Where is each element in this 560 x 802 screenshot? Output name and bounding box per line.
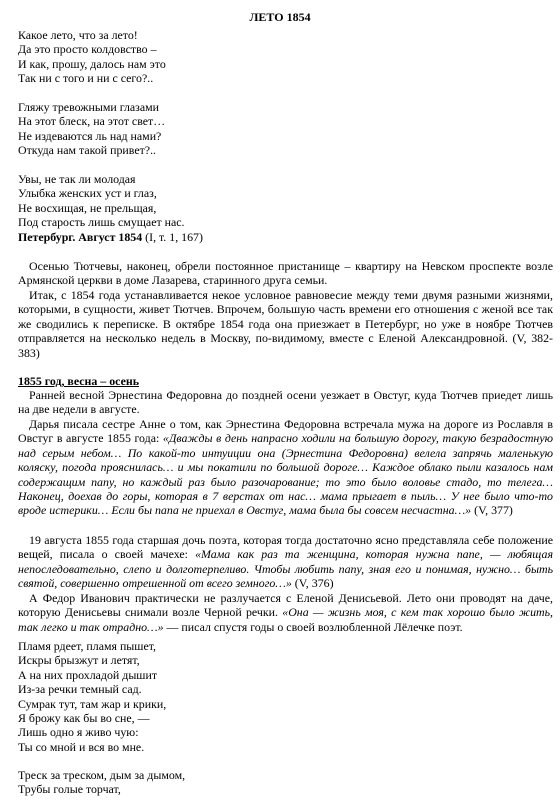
- paragraph-balance: Итак, с 1854 года устанавливается некое условное равновесие между теми двумя разными жизнями, которыми, в сущности, живет Тютчев. Впрочем, большую часть времени его отношения с женой все так же сводились к переписке. В октябре 1854 года она приезжает в Петербург, но уже в ноябре Тютчев отправляется на несколько недель в Москву, по-видимому, вместе с Еленой Александровной. (V, 382-383): [18, 288, 553, 360]
- poem-line: Улыбка женских уст и глаз,: [18, 186, 157, 201]
- poem-line: Какое лето, что за лето!: [18, 28, 138, 42]
- paragraph-darya-letter: [18, 417, 553, 518]
- poem-line: Под старость лишь смущает нас.: [18, 215, 185, 230]
- poem-line: Не издеваются ль над нами?: [18, 128, 162, 143]
- paragraph-ending: — писал спустя годы о своей возлюбленной Лёлечке поэт.: [163, 619, 463, 634]
- poem-flame-stanza-1: [18, 639, 166, 754]
- page-title: ЛЕТО 1854: [249, 10, 311, 24]
- poem-summer-1854-stanza-2: [18, 100, 165, 158]
- poem-line: Ты со мной и вся во мне.: [18, 739, 145, 754]
- letter-reference: (V, 376): [291, 576, 334, 591]
- letter-reference: (V, 377): [471, 503, 513, 518]
- poem-line: Я брожу как бы во сне, —: [18, 711, 150, 726]
- paragraph-ovstug: Ранней весной Эрнестина Федоровна до поздней осени уезжает в Овстуг, куда Тютчев приедет лишь на две недели в августе.: [18, 388, 553, 417]
- poem-line: Искры брызжут и летят,: [18, 653, 140, 668]
- letter-quote: «Дважды в день напрасно ходили на большую дорогу, такую безрадостную над серым небом… По какой-то интуиции она (Эрнестина Федоровна) велела запрячь маленькую коляску, погода прояснилась… и мы покатили по большой дороге… Каждое облако пыли казалось нам содержащим папу, но каждый раз было разочарование; то это было воловье стадо, то телега… Наконец, доехав до горы, которая в 7 верстах от нас… мама прыгает в пыль… У нее было что-то вроде истерики… Если бы папа не приехал в Овстуг, мама была бы совсем несчастна…»: [18, 431, 553, 518]
- poem-line: Лишь одно я живо чую:: [18, 725, 139, 740]
- poem-flame-stanza-2: [18, 768, 185, 797]
- paragraph-apartment: Осенью Тютчевы, наконец, обрели постоянное пристанище – квартиру на Невском проспекте возле Армянской церкви в доме Лазарева, старинного друга семьи.: [18, 259, 553, 288]
- poem-signature: Петербург. Август 1854: [18, 229, 143, 244]
- poet-quote: «Она — жизнь моя, с кем так хорошо было жить, так легко и так отрадно…»: [18, 605, 553, 634]
- poem-line: Да это просто колдовство –: [18, 42, 157, 57]
- letter-intro: 19 августа 1855 года старшая дочь поэта, которая тогда достаточно ясно представляла себе положение вещей, писала о своей мачехе:: [18, 533, 553, 562]
- paragraph-denisyeva: [18, 591, 553, 634]
- poem-line: Трубы голые торчат,: [18, 782, 121, 797]
- letter-quote: «Мама как раз та женщина, которая нужна папе, — любящая непоследовательно, слепо и долготерпеливо. Чтобы любить папу, зная его и понимая, нужно… быть святой, совершенно отрешенной от всего земного…»: [18, 547, 554, 591]
- paragraph-daughter-letter: [18, 533, 553, 591]
- poem-line: Из-за речки темный сад.: [18, 682, 142, 697]
- poem-line: И как, прошу, далось нам это: [18, 56, 166, 71]
- paragraph-intro: А Федор Иванович практически не разлучается с Еленой Денисьевой. Лето они проводят на даче, которую Денисьевы снимали возле Черной речки.: [18, 591, 553, 620]
- poem-line: Откуда нам такой привет?..: [18, 143, 157, 158]
- poem-summer-1854-stanza-3: [18, 172, 203, 244]
- poem-line: Треск за треском, дым за дымом,: [18, 768, 186, 782]
- poem-line: Пламя рдеет, пламя пышет,: [18, 639, 157, 653]
- poem-line: Увы, не так ли молодая: [18, 172, 136, 186]
- poem-summer-1854-stanza-1: [18, 28, 166, 86]
- poem-signature-line: [18, 230, 203, 244]
- poem-line: Гляжу тревожными глазами: [18, 100, 160, 114]
- poem-line: На этот блеск, на этот свет…: [18, 114, 166, 129]
- poem-line: Так ни с того и ни с сего?..: [18, 71, 154, 86]
- section-heading: 1855 год, весна – осень: [18, 374, 140, 388]
- poem-reference: (I, т. 1, 167): [142, 229, 203, 244]
- letter-intro: Дарья писала сестре Анне о том, как Эрнестина Федоровна встречала мужа на дороге из Рославля в Овстуг в августе 1855 года:: [18, 417, 553, 446]
- poem-line: А на них прохладой дышит: [18, 667, 158, 682]
- poem-line: Сумрак тут, там жар и крики,: [18, 696, 167, 711]
- poem-line: Не восхищая, не прельщая,: [18, 200, 157, 215]
